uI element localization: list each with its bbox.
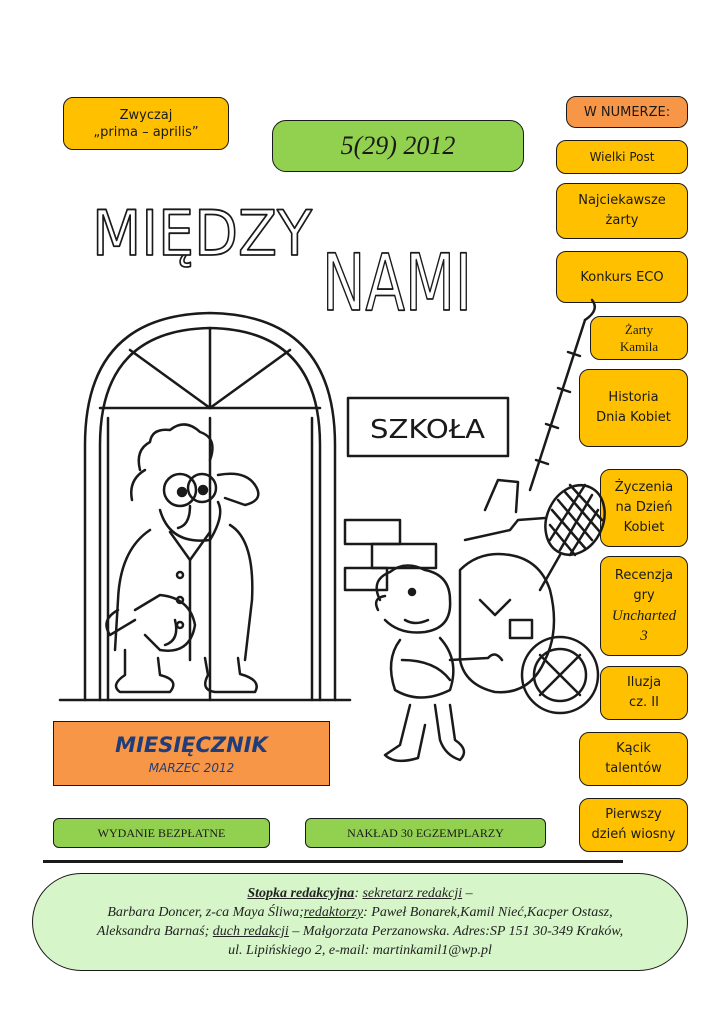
- footer-line3b: – Małgorzata Perzanowska. Adres:SP 151 30-349 Kraków,: [288, 924, 624, 939]
- toc-item-6-line3: Kobiet: [623, 520, 665, 535]
- bricks: [345, 520, 436, 590]
- footer-colon: :: [354, 886, 359, 901]
- toc-item-6-line1: Życzenia: [614, 480, 674, 495]
- footer-line1: [247, 884, 472, 903]
- toc-item-3-text: Konkurs ECO: [580, 269, 664, 285]
- masthead-word1: MIĘDZY: [92, 197, 313, 270]
- footer-line2: [107, 903, 612, 922]
- monthly-label: MIESIĘCZNIK: [115, 732, 268, 757]
- footer-title: Stopka redakcyjna: [247, 886, 355, 901]
- footer-dash: –: [462, 886, 473, 901]
- toc-item-7-line1: Recenzja: [614, 568, 674, 583]
- toc-item-9-line1: Kącik: [616, 741, 651, 756]
- sign-text: SZKOŁA: [370, 415, 486, 445]
- free-edition-text: WYDANIE BEZPŁATNE: [97, 825, 226, 840]
- school-sign: [348, 398, 508, 456]
- free-edition-box: [53, 818, 270, 848]
- toc-item-9-line2: talentów: [605, 761, 662, 776]
- footer-editors-label: redaktorzy: [303, 905, 364, 920]
- footer-line3: [97, 922, 623, 941]
- toc-item-10-line2: dzień wiosny: [591, 827, 676, 842]
- toc-item-1[interactable]: [556, 140, 688, 174]
- monthly-box: [53, 721, 330, 786]
- toc-item-5-line1: Historia: [608, 390, 659, 405]
- custom-line1: Zwyczaj: [119, 107, 173, 123]
- toc-item-10-line1: Pierwszy: [605, 807, 662, 822]
- toc-item-6-line2: na Dzień: [615, 500, 673, 515]
- print-run-box: [305, 818, 546, 848]
- footer-line4: ul. Lipińskiego 2, e-mail: martinkamil1@wp.pl: [228, 943, 492, 958]
- toc-item-4-line1: Żarty: [624, 322, 654, 337]
- custom-line2: „prima – aprilis”: [93, 124, 199, 140]
- footer-line2b: : Paweł Bonarek,Kamil Nieć,Kacper Ostasz,: [363, 905, 613, 920]
- footer-spirit-label: duch redakcji: [212, 924, 289, 939]
- footer-line2a: Barbara Doncer, z-ca Maya Śliwa;: [107, 905, 304, 920]
- janitor-figure: [106, 424, 258, 692]
- toc-item-2-line1: Najciekawsze: [578, 193, 666, 208]
- toc-item-2-line2: żarty: [605, 213, 639, 228]
- custom-box: [63, 97, 229, 150]
- issue-text: 5(29) 2012: [340, 131, 456, 160]
- toc-heading: [566, 96, 688, 128]
- footer-box: [32, 873, 688, 971]
- arched-door: [60, 313, 350, 700]
- toc-heading-text: W NUMERZE:: [583, 104, 671, 120]
- boy-figure: [376, 300, 615, 761]
- toc-item-8-line2: cz. II: [629, 695, 659, 710]
- toc-item-7-line2: gry: [633, 588, 655, 603]
- footer-secretary-label: sekretarz redakcji: [362, 886, 463, 901]
- toc-item-1-text: Wielki Post: [589, 150, 655, 164]
- toc-item-8-line1: Iluzja: [626, 675, 662, 690]
- toc-item-4-line2: Kamila: [619, 339, 659, 354]
- toc-item-7-line4: 3: [640, 628, 648, 644]
- masthead-word2: NAMI: [322, 239, 472, 329]
- toc-item-5-line2: Dnia Kobiet: [596, 410, 671, 425]
- monthly-date: MARZEC 2012: [148, 760, 235, 775]
- print-run-text: NAKŁAD 30 EGZEMPLARZY: [347, 825, 504, 840]
- issue-number: [272, 120, 524, 172]
- divider: [43, 860, 623, 863]
- footer-line3a: Aleksandra Barnaś;: [96, 924, 213, 939]
- toc-item-7-line3: Uncharted: [611, 608, 677, 624]
